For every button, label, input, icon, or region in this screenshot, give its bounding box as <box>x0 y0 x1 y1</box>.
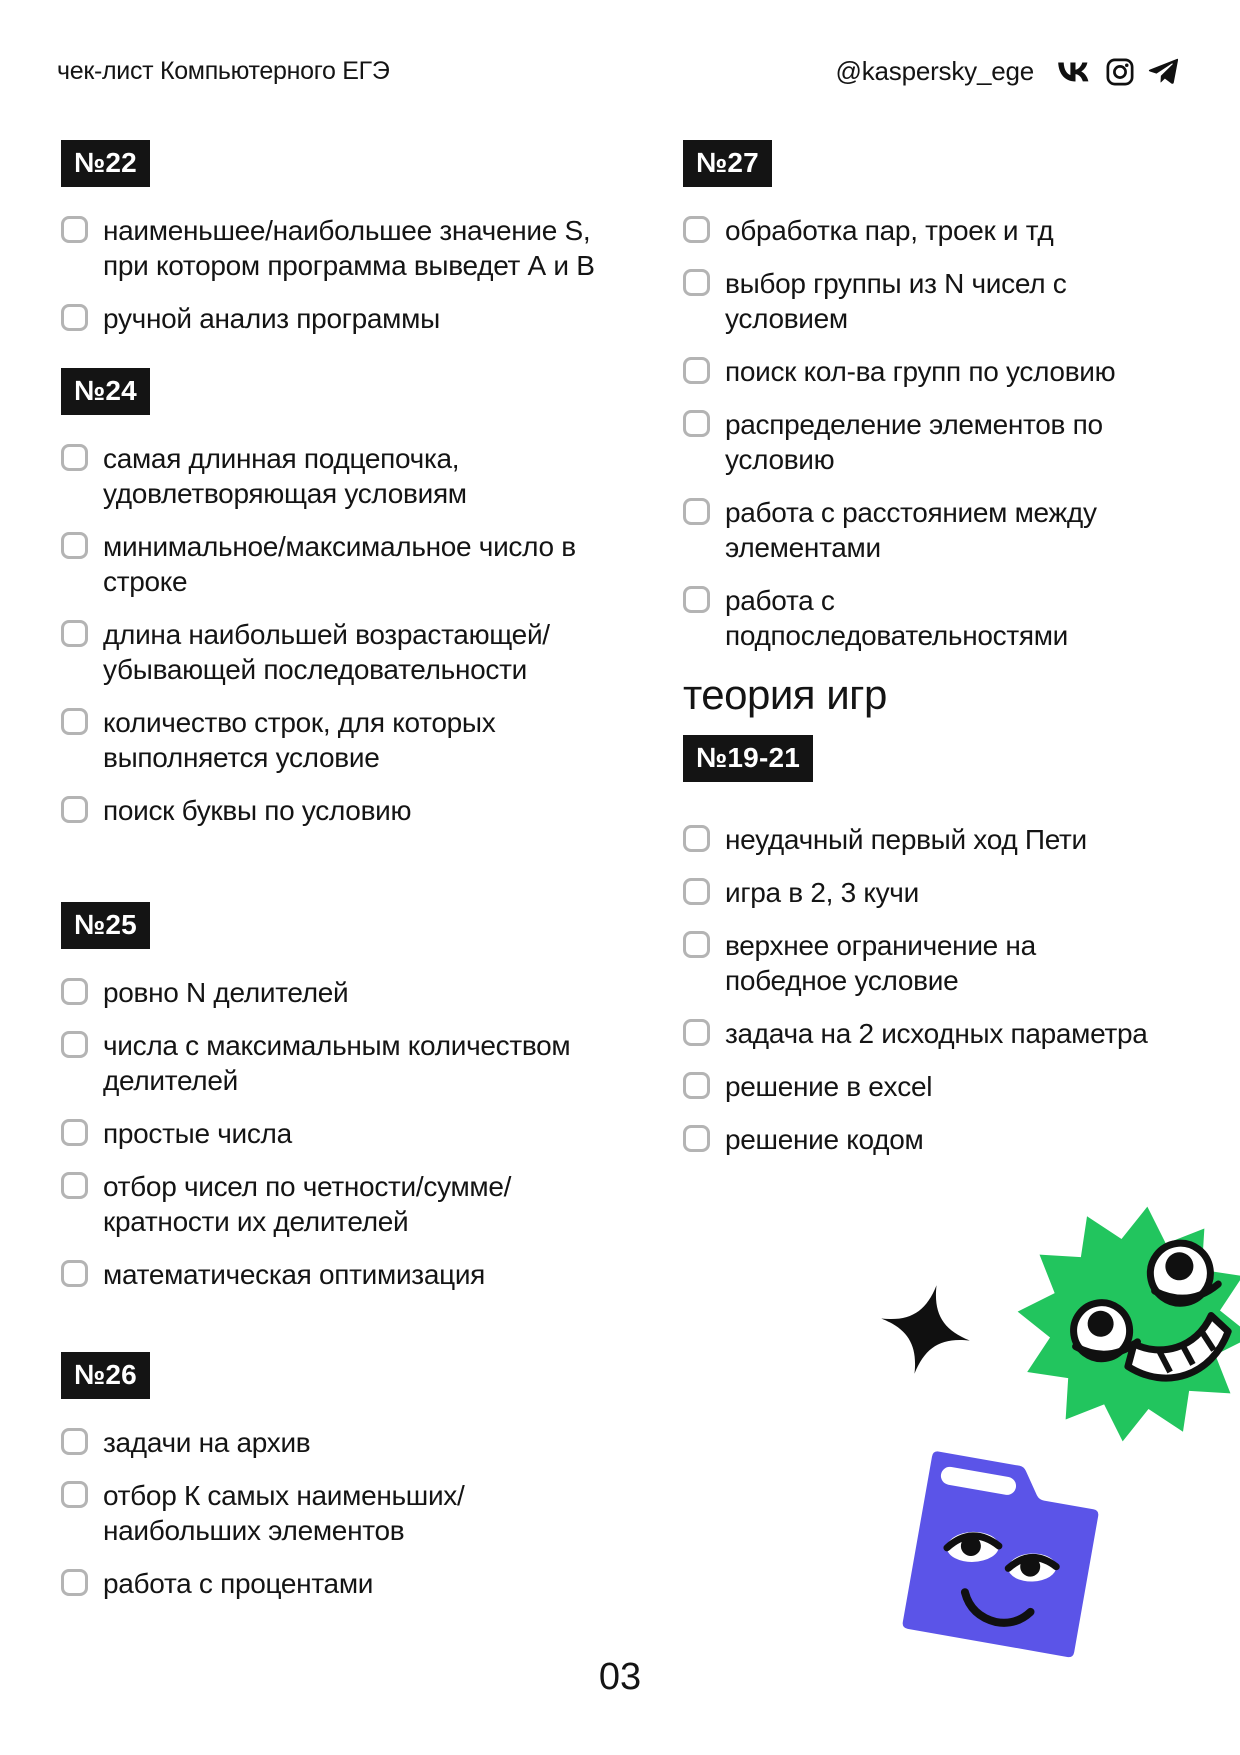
checklist-item <box>683 354 1203 389</box>
right-column <box>683 140 1203 1175</box>
checklist-item-label: поиск буквы по условию <box>103 795 412 826</box>
section-badge-27: №27 <box>683 140 772 187</box>
checklist-item-label: решение кодом <box>725 1124 924 1155</box>
section-badge-26: №26 <box>61 1352 150 1399</box>
telegram-icon <box>1148 57 1178 87</box>
checkbox[interactable] <box>61 978 88 1005</box>
checklist-item-label: задача на 2 исходных параметра <box>725 1018 1148 1049</box>
checkbox[interactable] <box>61 708 88 735</box>
section-game-theory <box>683 671 1203 1157</box>
checklist-item <box>61 1478 641 1548</box>
checklist-item <box>61 793 641 828</box>
section-26 <box>61 1310 641 1601</box>
checklist-item <box>683 213 1203 248</box>
section-25 <box>61 846 641 1292</box>
section-22 <box>61 140 641 336</box>
section-badge-25: №25 <box>61 902 150 949</box>
checklist-item-label: самая длинная подцепочка, удовлетворяющая условиям <box>103 443 467 509</box>
checkbox[interactable] <box>683 357 710 384</box>
social-block <box>836 56 1178 87</box>
checklist-item <box>61 529 641 599</box>
checklist-item-label: наименьшее/наибольшее значение S, при котором программа выведет А и В <box>103 215 595 281</box>
page-title: чек-лист Компьютерного ЕГЭ <box>57 57 390 85</box>
checkbox[interactable] <box>683 1125 710 1152</box>
checkbox[interactable] <box>683 586 710 613</box>
checkbox[interactable] <box>61 620 88 647</box>
checklist-item <box>683 1016 1203 1051</box>
checklist-item-label: количество строк, для которых выполняется условие <box>103 707 496 773</box>
section-24 <box>61 354 641 828</box>
checklist-item-label: работа с подпоследовательностями <box>725 585 1069 651</box>
checkbox[interactable] <box>61 1119 88 1146</box>
checkbox[interactable] <box>683 498 710 525</box>
checkbox[interactable] <box>683 410 710 437</box>
checklist-item <box>683 928 1203 998</box>
checklist-item <box>61 975 641 1010</box>
checklist-item-label: отбор чисел по четности/сумме/ кратности их делителей <box>103 1171 512 1237</box>
checkbox[interactable] <box>61 1031 88 1058</box>
checkbox[interactable] <box>61 1481 88 1508</box>
page-header <box>57 56 1178 87</box>
checkbox[interactable] <box>683 1072 710 1099</box>
checklist-item-label: задачи на архив <box>103 1427 311 1458</box>
checklist-item-label: ровно N делителей <box>103 977 349 1008</box>
checklist-item <box>61 705 641 775</box>
checkbox[interactable] <box>683 1019 710 1046</box>
checkbox[interactable] <box>61 1569 88 1596</box>
checklist-item-label: отбор К самых наименьших/ наибольших элементов <box>103 1480 465 1546</box>
checkbox[interactable] <box>61 1260 88 1287</box>
checklist-item-label: выбор группы из N чисел с условием <box>725 268 1067 334</box>
sparkle-icon <box>878 1282 973 1377</box>
checklist-item <box>683 822 1203 857</box>
section-27 <box>683 140 1203 653</box>
checklist-item-label: решение в excel <box>725 1071 933 1102</box>
checklist-item <box>683 875 1203 910</box>
section-badge-22: №22 <box>61 140 150 187</box>
checklist-item <box>61 213 641 283</box>
checkbox[interactable] <box>683 216 710 243</box>
checklist-item <box>683 1122 1203 1157</box>
checkbox[interactable] <box>61 1428 88 1455</box>
checkbox[interactable] <box>61 444 88 471</box>
checklist-item-label: ручной анализ программы <box>103 303 440 334</box>
star-character-illustration <box>1005 1192 1240 1456</box>
checklist-item-label: игра в 2, 3 кучи <box>725 877 919 908</box>
checklist-item <box>61 441 641 511</box>
checkbox[interactable] <box>683 878 710 905</box>
checklist-item <box>683 583 1203 653</box>
vk-icon <box>1056 60 1092 84</box>
checklist-item-label: верхнее ограничение на победное условие <box>725 930 1036 996</box>
checklist-item <box>61 301 641 336</box>
checkbox[interactable] <box>683 825 710 852</box>
checklist-item-label: обработка пар, троек и тд <box>725 215 1054 246</box>
checklist-item <box>683 407 1203 477</box>
checklist-item <box>683 495 1203 565</box>
checklist-item <box>683 1069 1203 1104</box>
instagram-icon <box>1106 58 1134 86</box>
checklist-item <box>61 617 641 687</box>
checklist-item <box>683 266 1203 336</box>
checkbox[interactable] <box>61 532 88 559</box>
checklist-item <box>61 1028 641 1098</box>
left-column <box>61 140 641 1619</box>
checklist-item-label: длина наибольшей возрастающей/ убывающей последовательности <box>103 619 550 685</box>
checklist-item <box>61 1566 641 1601</box>
checkbox[interactable] <box>61 216 88 243</box>
checklist-item-label: распределение элементов по условию <box>725 409 1103 475</box>
checklist-item-label: минимальное/максимальное число в строке <box>103 531 576 597</box>
game-theory-heading: теория игр <box>683 671 887 718</box>
checklist-item-label: простые числа <box>103 1118 292 1149</box>
checkbox[interactable] <box>683 931 710 958</box>
checklist-item <box>61 1116 641 1151</box>
checklist-item <box>61 1257 641 1292</box>
checklist-item-label: поиск кол-ва групп по условию <box>725 356 1116 387</box>
checklist-item-label: работа с процентами <box>103 1568 374 1599</box>
checkbox[interactable] <box>61 304 88 331</box>
section-badge-19-21: №19-21 <box>683 735 813 782</box>
checklist-item-label: математическая оптимизация <box>103 1259 486 1290</box>
checklist-item <box>61 1425 641 1460</box>
checklist-item-label: работа с расстоянием между элементами <box>725 497 1097 563</box>
checkbox[interactable] <box>683 269 710 296</box>
checklist-item-label: числа с максимальным количеством делителей <box>103 1030 571 1096</box>
page-number: 03 <box>598 1656 642 1698</box>
social-handle: @kaspersky_ege <box>835 56 1034 86</box>
section-badge-24: №24 <box>61 368 150 415</box>
checkbox[interactable] <box>61 796 88 823</box>
checkbox[interactable] <box>61 1172 88 1199</box>
checklist-item-label: неудачный первый ход Пети <box>725 824 1087 855</box>
checklist-item <box>61 1169 641 1239</box>
